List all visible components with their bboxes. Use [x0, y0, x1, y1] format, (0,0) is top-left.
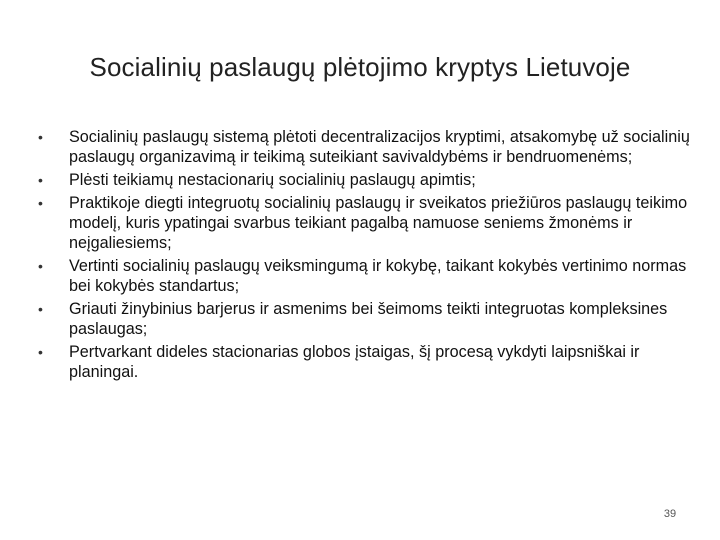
bullet-icon: •: [38, 172, 43, 188]
list-item-text: Vertinti socialinių paslaugų veiksmingumą ir kokybę, taikant kokybės vertinimo normas bei kokybės standartus;: [69, 257, 687, 295]
page-number: 39: [663, 508, 677, 520]
list-item-text: Griauti žinybinius barjerus ir asmenims bei šeimoms teikti integruotas kompleksines paslaugas;: [69, 300, 668, 338]
list-item: [38, 170, 698, 190]
list-item-text: Praktikoje diegti integruotų socialinių paslaugų ir sveikatos priežiūros paslaugų teikimo modelį, kuris ypatingai svarbus teikiant pagalbą namuose seniems žmonėms ir neįgaliesiems;: [69, 194, 688, 252]
bullet-icon: •: [38, 258, 43, 274]
bullet-icon: •: [38, 129, 43, 145]
bullet-list: [38, 127, 698, 385]
list-item: [38, 256, 698, 296]
slide-title: Socialinių paslaugų plėtojimo kryptys Lietuvoje: [89, 52, 631, 82]
list-item-text: Plėsti teikiamų nestacionarių socialinių paslaugų apimtis;: [69, 171, 476, 189]
list-item: [38, 193, 698, 253]
list-item: [38, 127, 698, 167]
list-item: [38, 342, 698, 382]
list-item-text: Pertvarkant dideles stacionarias globos įstaigas, šį procesą vykdyti laipsniškai ir planingai.: [69, 343, 640, 381]
list-item: [38, 299, 698, 339]
bullet-icon: •: [38, 301, 43, 317]
bullet-icon: •: [38, 344, 43, 360]
list-item-text: Socialinių paslaugų sistemą plėtoti decentralizacijos kryptimi, atsakomybę už socialinių paslaugų organizavimą ir teikimą suteikiant savivaldybėms ir bendruomenėms;: [69, 128, 690, 166]
bullet-icon: •: [38, 195, 43, 211]
